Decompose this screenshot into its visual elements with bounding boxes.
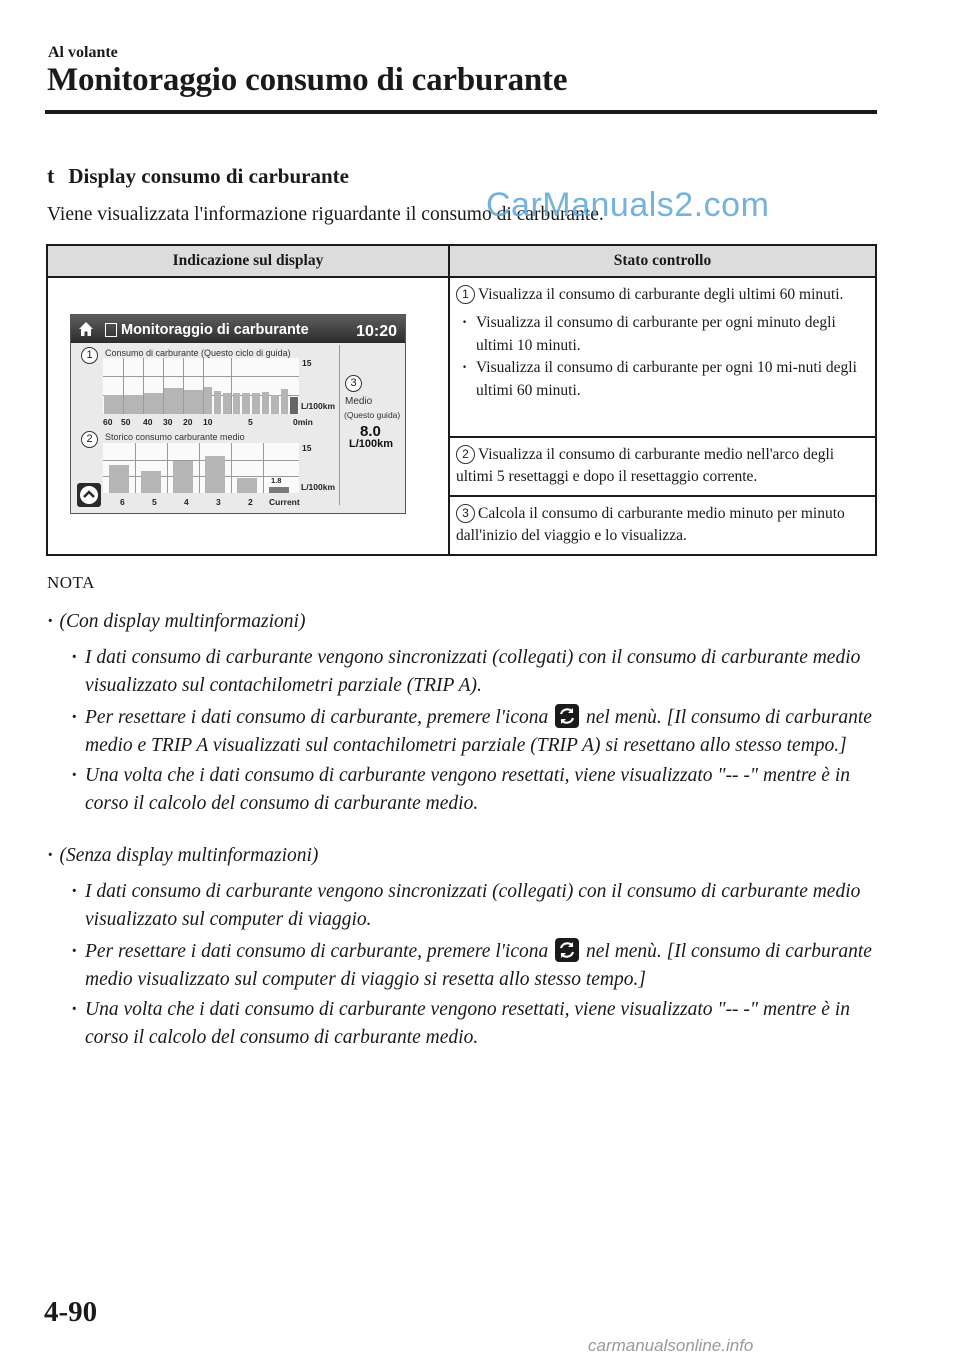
marker-1: 1 (81, 347, 98, 364)
chart1-bar-1min (204, 387, 212, 414)
chart1-tick-label: 0min (293, 417, 313, 427)
chart1-label: Consumo di carburante (Questo ciclo di guida) (105, 348, 291, 358)
display-illustration-cell (47, 277, 449, 555)
chart2-unit: L/100km (301, 482, 336, 492)
avg-unit: L/100km (349, 438, 394, 450)
note-2-1: · I dati consumo di carburante vengono sincronizzati (collegati) con il consumo di carburante medio visualizzato sul computer di viaggio. (47, 878, 887, 934)
note-2-2 (47, 938, 887, 994)
chart2-gridline (263, 443, 264, 493)
row3-description (449, 496, 876, 555)
intro-text: Viene visualizzata l'informazione riguardante il consumo di carburante. (47, 204, 604, 225)
col-header-status: Stato controllo (449, 245, 876, 277)
chart1-bar-1min (242, 393, 250, 414)
chart1-plot (103, 358, 299, 414)
row2-text: Visualizza il consumo di carburante medio nell'arco degli ultimi 5 resettaggi e dopo il resettaggio corrente. (456, 446, 835, 486)
page-title: Monitoraggio consumo di carburante (47, 62, 568, 98)
chart1-bar-10min (164, 388, 183, 415)
title-rule (45, 110, 877, 114)
chart2-tick-label: 5 (152, 497, 157, 507)
row1-bullets (456, 312, 869, 402)
chart1-bar-1min (290, 397, 298, 414)
screen-clock: 10:20 (356, 323, 397, 340)
notes-group-1 (47, 608, 887, 818)
row2-description (449, 437, 876, 496)
row1-bullet-1: · Visualizza il consumo di carburante per ogni minuto degli ultimi 10 minuti. (476, 312, 869, 357)
chart1-tick-label: 50 (121, 417, 131, 427)
up-chevron-icon (77, 483, 101, 507)
display-table (46, 244, 877, 556)
heading-text: Display consumo di carburante (68, 164, 349, 188)
chart1-bar-1min (233, 393, 241, 414)
fuel-monitor-screen (70, 314, 406, 514)
row1-number: 1 (456, 285, 475, 304)
chart1-bar-1min (262, 392, 270, 414)
screen-header (71, 315, 405, 343)
nota-title: NOTA (47, 573, 95, 592)
note-1-1: · I dati consumo di carburante vengono sincronizzati (collegati) con il consumo di carburante medio visualizzato sul contachilometri parziale (TRIP A). (47, 644, 887, 700)
avg-sub: (Questo guida) (344, 410, 401, 420)
chart1-bar-1min (271, 395, 279, 414)
chart1-bar-1min (252, 393, 260, 414)
note-2-2-after: nel menù. [Il consumo di carburante medio visualizzato sul computer di viaggio si resetta allo stesso tempo.] (85, 941, 872, 990)
chart1-tick-label: 30 (163, 417, 173, 427)
chart2-gridline (103, 460, 299, 461)
chart1-tick-label: 5 (248, 417, 253, 427)
chart2-gridline (135, 443, 136, 493)
chart2-current-value: 1.8 (271, 476, 282, 485)
notes-group-2 (47, 842, 887, 1052)
note-2-3: · Una volta che i dati consumo di carburante vengono resettati, viene visualizzato "-- -" mentre è in corso il calcolo del consumo di carburante medio. (47, 996, 887, 1052)
chart2-tick-label: 3 (216, 497, 221, 507)
col-header-display: Indicazione sul display (47, 245, 449, 277)
heading-bullet-icon: t (47, 163, 55, 188)
page-number: 4-90 (44, 1296, 98, 1328)
chart2-tick-label: 4 (184, 497, 189, 507)
chart2-bar (173, 461, 193, 493)
chart2-gridline (199, 443, 200, 493)
row1-description (449, 277, 876, 437)
chart2-bar (269, 487, 289, 493)
chart1-tick-label: 60 (103, 417, 113, 427)
note-2-2-before: Per resettare i dati consumo di carburante, premere l'icona (85, 941, 549, 962)
chart1-bar-1min (281, 389, 289, 414)
note-1-2-before: Per resettare i dati consumo di carburante, premere l'icona (85, 707, 549, 728)
note-1-3: · Una volta che i dati consumo di carburante vengono resettati, viene visualizzato "-- -" mentre è in corso il calcolo del consumo di carburante medio. (47, 762, 887, 818)
chart1-gridline (103, 376, 299, 377)
note-1-2 (47, 704, 887, 760)
chart1-bar-10min (184, 390, 203, 414)
section-heading (47, 163, 349, 189)
row2-number: 2 (456, 445, 475, 464)
footer-watermark: carmanualsonline.info (588, 1336, 754, 1355)
chart2-tick-label: Current (269, 497, 300, 507)
chart2-bar (109, 465, 129, 493)
chart2-bar (141, 471, 161, 493)
chart2-tick-label: 6 (120, 497, 125, 507)
chart2-bar (205, 456, 225, 493)
document-icon (105, 323, 117, 337)
chart1-bar-1min (223, 393, 231, 414)
divider (339, 345, 340, 505)
chart2-gridline (167, 443, 168, 493)
chart1-tick-label: 10 (203, 417, 213, 427)
chart1-unit: L/100km (301, 401, 336, 411)
row3-number: 3 (456, 504, 475, 523)
chart2-gridline (231, 443, 232, 493)
screen-title: Monitoraggio di carburante (121, 322, 309, 338)
chart2-gridline (103, 476, 299, 477)
refresh-icon (555, 704, 579, 728)
chart2-plot (103, 443, 299, 493)
watermark: CarManuals2.com (486, 186, 770, 224)
chart2-tick-label: 2 (248, 497, 253, 507)
marker-2: 2 (81, 431, 98, 448)
row3-text: Calcola il consumo di carburante medio minuto per minuto dall'inizio del viaggio e lo visualizza. (456, 504, 845, 545)
chart1-tick-label: 40 (143, 417, 153, 427)
avg-value: 8.0 (360, 423, 381, 440)
row1-text: Visualizza il consumo di carburante degli ultimi 60 minuti. (478, 286, 844, 303)
note-1-2-after: nel menù. [Il consumo di carburante medio e TRIP A visualizzati sul contachilometri parziale (TRIP A) si resettano allo stesso tempo.] (85, 707, 872, 756)
chart2-label: Storico consumo carburante medio (105, 432, 245, 442)
chart1-bar-10min (124, 395, 143, 414)
chart2-max: 15 (302, 443, 312, 453)
note-condition-2: · (Senza display multinformazioni) (47, 842, 887, 870)
chart2-bar (237, 478, 257, 493)
note-condition-1: · (Con display multinformazioni) (47, 608, 887, 636)
reset-button[interactable] (77, 483, 101, 507)
section-label: Al volante (48, 44, 118, 61)
row1-bullet-2: · Visualizza il consumo di carburante per ogni 10 mi-nuti degli ultimi 60 minuti. (476, 357, 869, 402)
marker-3: 3 (345, 375, 362, 392)
chart1-bar-10min (104, 395, 123, 414)
chart1-bar-10min (144, 393, 163, 414)
chart1-max: 15 (302, 358, 312, 368)
home-icon[interactable] (78, 321, 94, 337)
chart1-tick-label: 20 (183, 417, 193, 427)
avg-label: Medio (345, 396, 373, 407)
chart1-bar-1min (214, 391, 222, 414)
refresh-icon (555, 938, 579, 962)
